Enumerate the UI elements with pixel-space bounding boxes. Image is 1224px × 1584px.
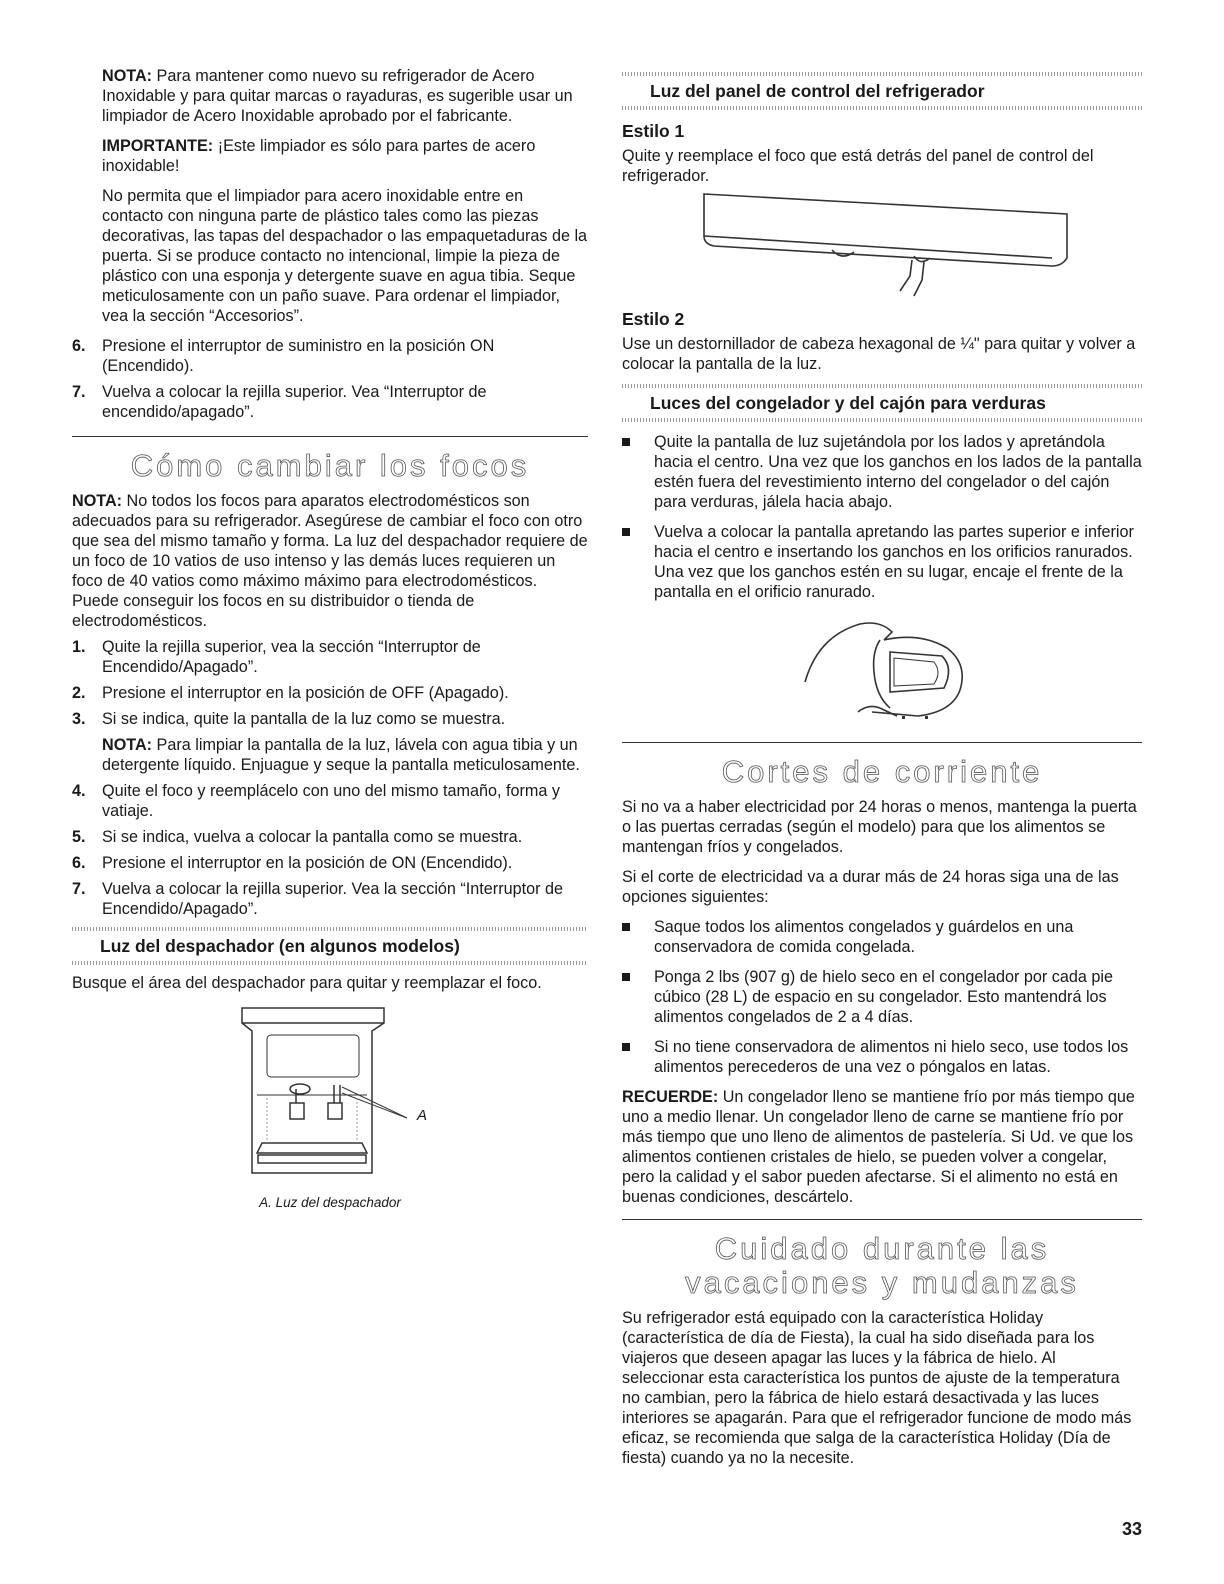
section-title-power: Cortes de corriente	[721, 754, 1043, 789]
freezer-lights-heading: Luces del congelador y del cajón para verduras	[650, 393, 1046, 413]
dispenser-light-text: Busque el área del despachador para quitar y reemplazar el foco.	[72, 974, 542, 992]
bullet-icon	[622, 1043, 630, 1051]
nota-bulbs: NOTA: No todos los focos para aparatos electrodomésticos son adecuados para su refrigerador. Asegúrese de cambiar el foco con otro que sea del mismo tamaño y forma. La luz del despachador requiere de un foco de 10 vatios de uso intenso y las demás luces requieren un foco de 40 vatios como máximo máximo para electrodomésticos. Puede conseguir los focos en su distribuidor o tienda de electrodomésticos.	[72, 492, 588, 630]
list-item: Si no tiene conservadora de alimentos ni hielo seco, use todos los alimentos perecederos de una vez o póngalos en latas.	[622, 1037, 1142, 1077]
dispenser-light-heading: Luz del despachador (en algunos modelos)	[100, 936, 460, 956]
list-item: 7. Vuelva a colocar la rejilla superior. Vea la sección “Interruptor de Encendido/Apagado”.	[72, 880, 563, 918]
list-item: Vuelva a colocar la pantalla apretando las partes superior e inferior hacia el centro e insertando los ganchos en los orificios ranurados. Una vez que los ganchos estén en su lugar, encaje el frente de la pantalla en el orificio ranurado.	[622, 522, 1142, 602]
bullet-icon	[622, 973, 630, 981]
list-item: Ponga 2 lbs (907 g) de hielo seco en el congelador por cada pie cúbico (28 L) de espacio en su congelador. Esto mantendrá los alimentos congelados de 2 a 4 días.	[622, 967, 1142, 1027]
figure-callout-a: A	[417, 1107, 428, 1124]
no-permita-paragraph: No permita que el limpiador para acero inoxidable entre en contacto con ninguna parte de plástico tales como las piezas decorativas, las tapas del despachador o las empaquetaduras de la puerta. Si se produce contacto no intencional, limpie la pieza de plástico con una esponja y detergente suave en agua tibia. Seque meticulosamente con un paño suave. Para ordenar el limpiador, vea la sección “Accesorios”.	[102, 187, 588, 325]
bullet-icon	[622, 528, 630, 536]
section-title-vacation-1: Cuidado durante las	[714, 1231, 1050, 1266]
section-title-vacation-2: vacaciones y mudanzas	[685, 1265, 1079, 1300]
list-item: 3. Si se indica, quite la pantalla de la luz como se muestra.	[72, 710, 506, 728]
estilo2-text: Use un destornillador de cabeza hexagonal de ¼" para quitar y volver a colocar la pantalla de la luz.	[622, 335, 1136, 373]
hatch-rule	[622, 106, 1142, 110]
list-item: 5. Si se indica, vuelva a colocar la pantalla como se muestra.	[72, 828, 523, 846]
power-paragraph-1: Si no va a haber electricidad por 24 horas o menos, mantenga la puerta o las puertas cerradas (según el modelo) para que los alimentos se mantengan fríos y congelados.	[622, 798, 1137, 856]
control-panel-illustration	[622, 186, 1142, 298]
estilo1-text: Quite y reemplace el foco que está detrás del panel de control del refrigerador.	[622, 147, 1094, 185]
steps-top-list	[72, 336, 588, 422]
section-title-bulbs: Cómo cambiar los focos	[130, 448, 530, 483]
list-item: 4. Quite el foco y reemplácelo con uno del mismo tamaño, forma y vatiaje.	[72, 782, 560, 820]
list-item: 2. Presione el interruptor en la posición de OFF (Apagado).	[72, 684, 509, 702]
divider	[72, 436, 588, 437]
recuerde-paragraph: RECUERDE: Un congelador lleno se mantiene frío por más tiempo que uno a medio llenar. Un congelador lleno de carne se mantiene frío por más tiempo que uno lleno de alimentos de pastelería. Si Ud. ve que los alimentos contienen cristales de hielo, se pueden volver a congelar, pero la calidad y el sabor pueden afectarse. Si el alimento no está en buenas condiciones, descártelo.	[622, 1088, 1135, 1206]
freezer-light-illustration	[622, 612, 1142, 724]
divider	[622, 1219, 1142, 1220]
list-item: 6. Presione el interruptor de suministro en la posición ON (Encendido).	[72, 337, 495, 375]
freezer-bullets	[622, 432, 1142, 602]
importante-note: IMPORTANTE: ¡Este limpiador es sólo para partes de acero inoxidable!	[102, 137, 536, 175]
power-bullets	[622, 917, 1142, 1077]
steps-list	[72, 637, 588, 919]
list-item: 7. Vuelva a colocar la rejilla superior. Vea “Interruptor de encendido/apagado”.	[72, 383, 487, 421]
bullet-icon	[622, 438, 630, 446]
list-item: 1. Quite la rejilla superior, vea la sección “Interruptor de Encendido/Apagado”.	[72, 638, 481, 676]
list-item: Quite la pantalla de luz sujetándola por los lados y apretándola hacia el centro. Una vez que los ganchos en los lados de la pantalla estén fuera del revestimiento interno del congelador o del cajón para verduras, jálela hacia abajo.	[622, 432, 1142, 512]
dispenser-figure	[72, 1003, 588, 1213]
bullet-icon	[622, 923, 630, 931]
divider	[622, 742, 1142, 743]
vacation-paragraph: Su refrigerador está equipado con la característica Holiday (característica de día de Fiesta), la cual ha sido diseñada para los viajeros que deseen apagar las luces y la fábrica de hielo. Al seleccionar esta característica los puntos de ajuste de la temperatura no cambian, pero la fábrica de hielo estará desactivada y las luces interiores se apagarán. Para que el refrigerador funcione de modo más eficaz, se recomienda que salga de la característica Holiday (Día de fiesta) cuando ya no la necesite.	[622, 1309, 1132, 1467]
hatch-rule	[72, 961, 588, 965]
step3-nota: NOTA: Para limpiar la pantalla de la luz, lávela con agua tibia y un detergente líquido. Enjuague y seque la pantalla meticulosamente.	[102, 736, 580, 774]
left-column	[72, 66, 588, 1213]
right-column	[622, 66, 1142, 1468]
control-panel-light-heading: Luz del panel de control del refrigerador	[650, 81, 985, 101]
list-item: 6. Presione el interruptor en la posición de ON (Encendido).	[72, 854, 513, 872]
hatch-rule	[622, 418, 1142, 422]
list-item: Saque todos los alimentos congelados y guárdelos en una conservadora de comida congelada.	[622, 917, 1142, 957]
estilo2-heading: Estilo 2	[622, 309, 685, 329]
dispenser-illustration	[72, 1003, 588, 1213]
nota-stainless: NOTA: Para mantener como nuevo su refrigerador de Acero Inoxidable y para quitar marcas o rayaduras, es sugerible usar un limpiador de Acero Inoxidable aprobado por el fabricante.	[102, 67, 573, 125]
figure-caption: A. Luz del despachador	[259, 1195, 401, 1210]
page-number: 33	[1121, 1519, 1142, 1539]
estilo1-heading: Estilo 1	[622, 121, 685, 141]
power-paragraph-2: Si el corte de electricidad va a durar más de 24 horas siga una de las opciones siguientes:	[622, 868, 1119, 906]
